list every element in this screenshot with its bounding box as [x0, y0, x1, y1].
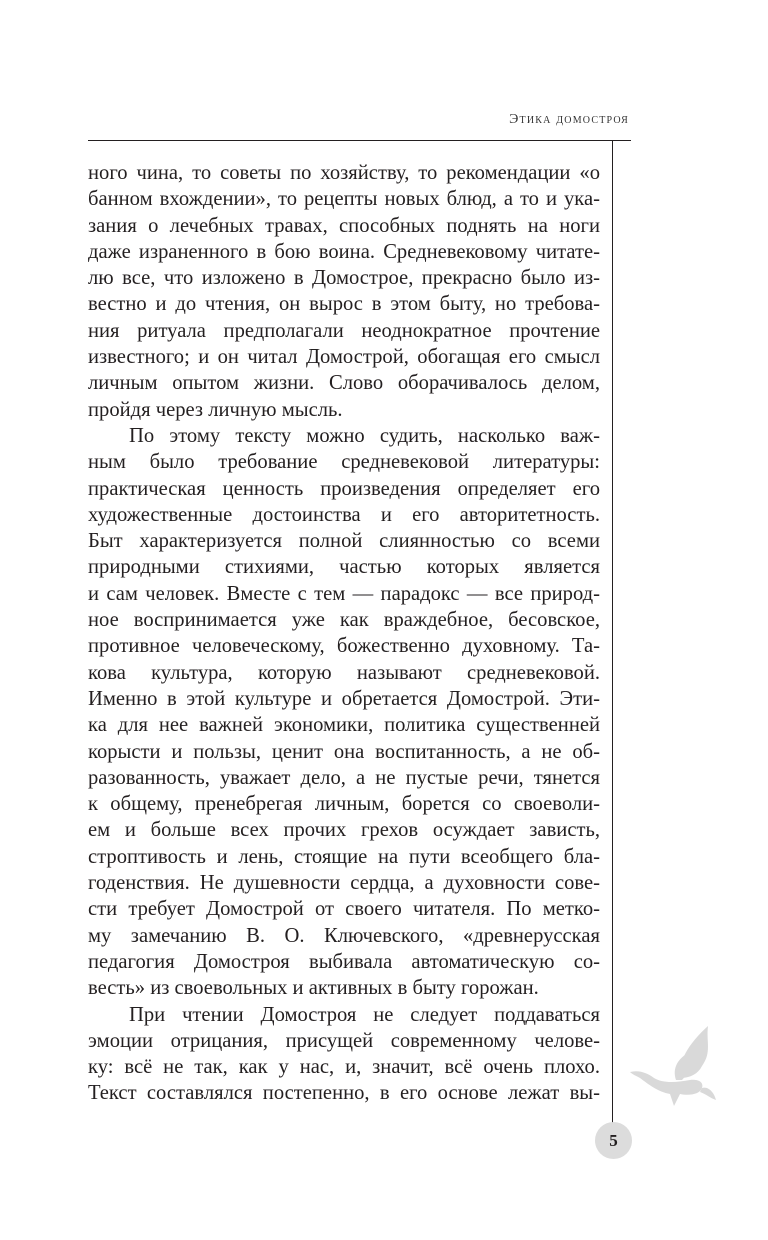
text-line: вестно и до чтения, он вырос в этом быту, но требова-	[88, 293, 600, 316]
text-line: Именно в этой культуре и обретается Домострой. Эти-	[88, 687, 600, 710]
text-line: ния ритуала предполагали неоднократное прочтение	[88, 319, 600, 342]
text-line: художественные достоинства и его авторитетность.	[88, 503, 600, 526]
text-line: банном вхождении», то рецепты новых блюд, а то и ука-	[88, 188, 600, 211]
text-line: годенствия. Не душевности сердца, а духовности сове-	[88, 872, 600, 895]
text-line: сти требует Домострой от своего читателя. По метко-	[88, 898, 600, 921]
text-line: кова культура, которую называют средневековой.	[88, 661, 600, 684]
text-line: корысти и пользы, ценит она воспитанность, а не об-	[88, 740, 600, 763]
text-line: зания о лечебных травах, способных поднять на ноги	[88, 214, 600, 237]
text-line: Текст составлялся постепенно, в его основе лежат вы-	[88, 1082, 600, 1105]
running-title: Этика домостроя	[509, 112, 629, 127]
side-rule	[612, 140, 613, 1130]
text-line: противное человеческому, божественно духовному. Та-	[88, 635, 600, 658]
text-line: практическая ценность произведения определяет его	[88, 477, 600, 500]
text-line: При чтении Домостроя не следует поддаваться	[129, 1003, 600, 1026]
text-line: ем и больше всех прочих грехов осуждает зависть,	[88, 819, 600, 842]
text-line: ку: всё не так, как у нас, и, значит, всё очень плохо.	[88, 1056, 600, 1079]
text-line: По этому тексту можно судить, насколько важ-	[129, 424, 600, 447]
header-rule	[88, 140, 631, 141]
dove-icon	[628, 1022, 718, 1110]
text-line: пройдя через личную мысль.	[88, 398, 343, 421]
text-line: ное воспринимается уже как враждебное, бесовское,	[88, 609, 600, 632]
text-line: ка для нее важней экономики, политика существенней	[88, 714, 600, 737]
text-line: лю все, что изложено в Домострое, прекрасно было из-	[88, 267, 600, 290]
text-line: ным было требование средневековой литературы:	[88, 451, 600, 474]
text-line: Быт характеризуется полной слиянностью со всеми	[88, 530, 600, 553]
text-line: к общему, пренебрегая личным, борется со своеволи-	[88, 793, 600, 816]
text-line: личным опытом жизни. Слово оборачивалось делом,	[88, 372, 600, 395]
text-line: педагогия Домостроя выбивала автоматическую со-	[88, 950, 600, 973]
text-line: строптивость и лень, стоящие на пути всеобщего бла-	[88, 845, 600, 868]
text-line: эмоции отрицания, присущей современному челове-	[88, 1029, 600, 1052]
paragraph-3	[88, 1002, 600, 1107]
paragraph-2	[88, 423, 600, 1002]
text-line: весть» из своевольных и активных в быту горожан.	[88, 977, 539, 1000]
text-line: разованность, уважает дело, а не пустые речи, тянется	[88, 766, 600, 789]
page-number: 5	[595, 1122, 632, 1159]
text-line: даже израненного в бою воина. Средневековому читате-	[88, 240, 600, 263]
text-line: известного; и он читал Домострой, обогащая его смысл	[88, 346, 600, 369]
paragraph-1	[88, 160, 600, 423]
text-line: му замечанию В. О. Ключевского, «древнерусская	[88, 924, 600, 947]
body-text	[88, 160, 600, 1107]
text-line: природными стихиями, частью которых является	[88, 556, 600, 579]
text-line: ного чина, то советы по хозяйству, то рекомендации «о	[88, 162, 600, 184]
text-line: и сам человек. Вместе с тем — парадокс — все природ-	[88, 582, 600, 605]
